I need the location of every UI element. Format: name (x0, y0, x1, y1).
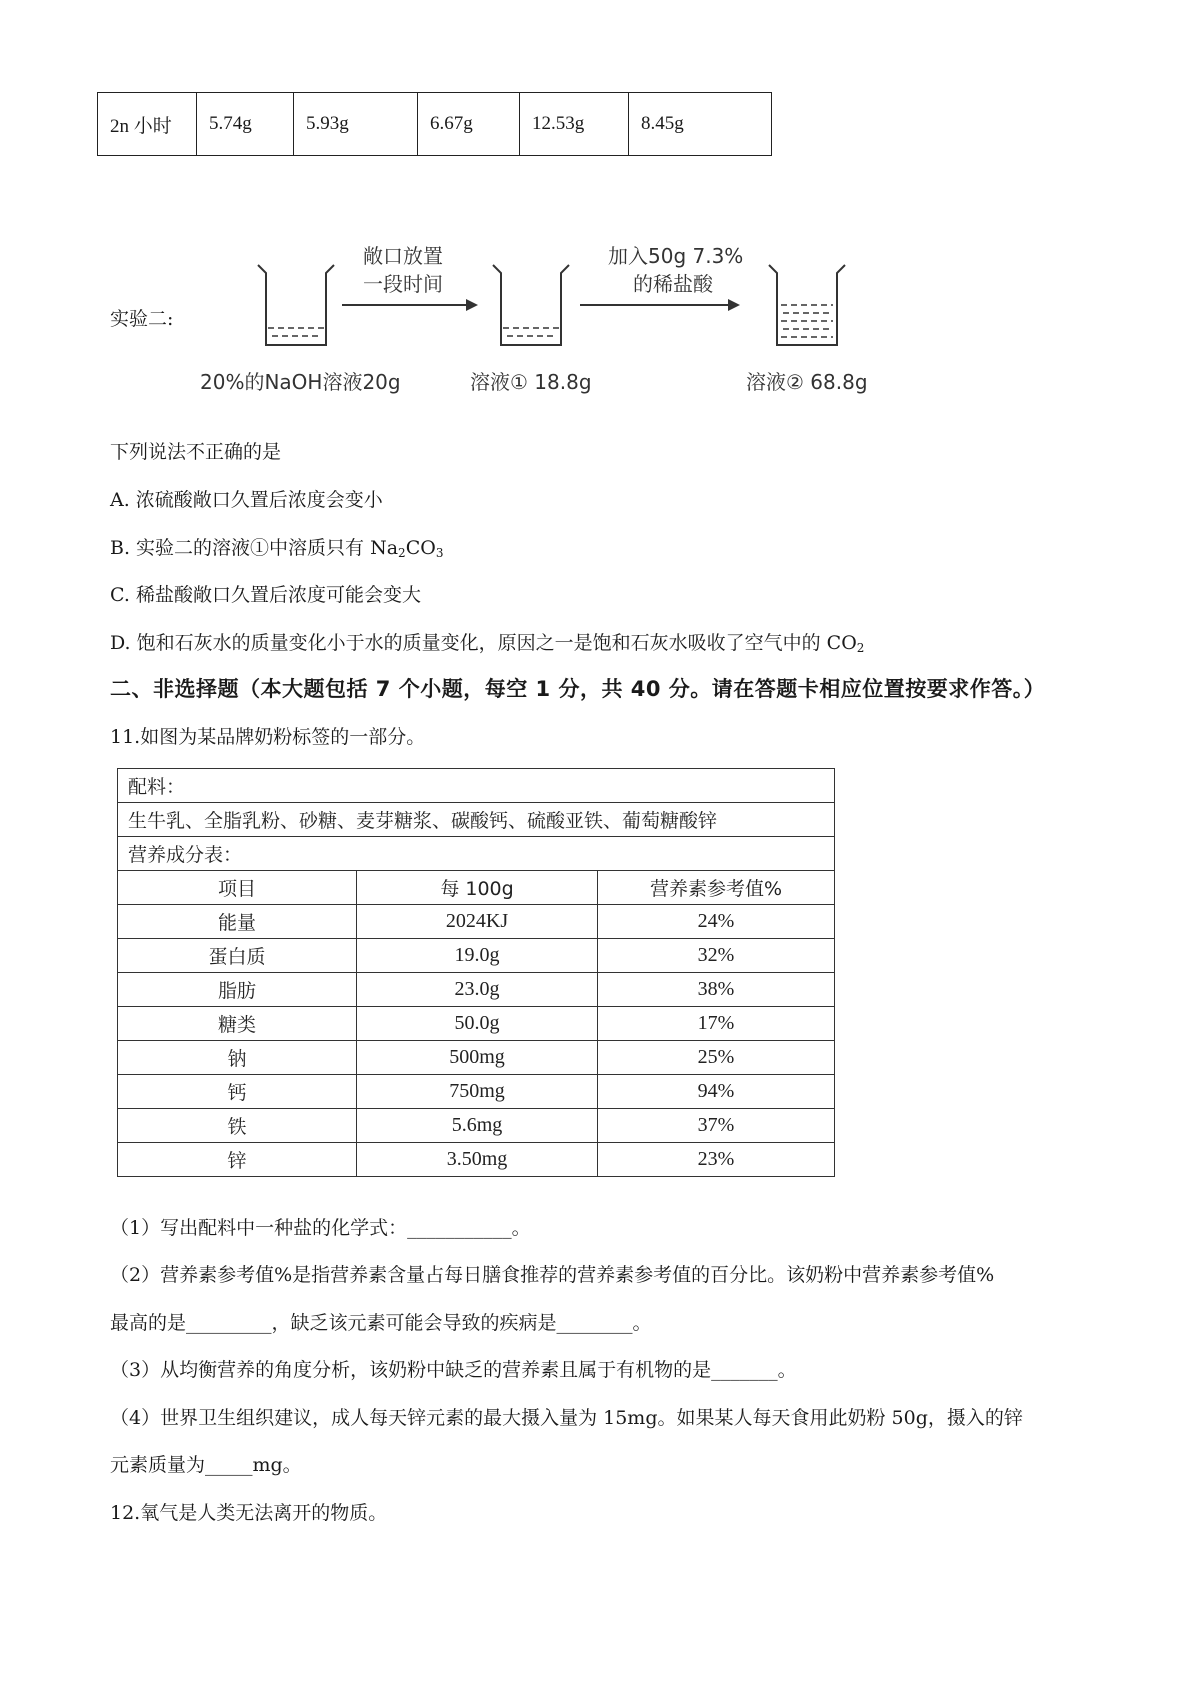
column-header: 每 100g (357, 871, 598, 905)
table-cell: 5.93g (294, 93, 418, 156)
table-row (118, 1007, 835, 1041)
ingredients-title: 配料： (118, 769, 835, 803)
beaker-3 (769, 265, 845, 345)
table-row (118, 1109, 835, 1143)
option-d: D. 饱和石灰水的质量变化小于水的质量变化，原因之一是饱和石灰水吸收了空气中的 $CO_2$ (110, 632, 865, 655)
table-cell: 12.53g (520, 93, 629, 156)
nutrient-percent: 94% (598, 1075, 835, 1109)
nutrient-percent: 25% (598, 1041, 835, 1075)
nutrient-name: 锌 (118, 1143, 357, 1177)
question-stem: 11.如图为某品牌奶粉标签的一部分。 (110, 726, 426, 748)
nutrition-title: 营养成分表： (118, 837, 835, 871)
table-row (118, 837, 835, 871)
beaker-2 (493, 265, 569, 345)
nutrient-amount: 50.0g (357, 1007, 598, 1041)
nutrient-percent: 38% (598, 973, 835, 1007)
table-row (118, 1075, 835, 1109)
beaker-3-caption: 溶液② 68.8g (746, 370, 868, 394)
table-row (118, 803, 835, 837)
nutrient-amount: 750mg (357, 1075, 598, 1109)
option-b: B. 实验二的溶液①中溶质只有 $Na_2CO_3$ (110, 537, 444, 560)
beaker-2-caption: 溶液① 18.8g (470, 370, 592, 394)
nutrient-name: 蛋白质 (118, 939, 357, 973)
arrow-1-label-top: 敞口放置 (363, 244, 443, 268)
sub-question-3: （3）从均衡营养的角度分析，该奶粉中缺乏的营养素且属于有机物的是_______。 (110, 1359, 797, 1381)
sub-question-1: （1）写出配料中一种盐的化学式：___________。 (110, 1217, 531, 1239)
arrow-2-label-bottom: 的稀盐酸 (633, 272, 713, 296)
nutrient-amount: 23.0g (357, 973, 598, 1007)
question-stem: 12.氧气是人类无法离开的物质。 (110, 1502, 388, 1524)
arrow-2 (580, 299, 740, 311)
table-row (118, 973, 835, 1007)
question-stem: 下列说法不正确的是 (110, 441, 282, 463)
nutrient-amount: 3.50mg (357, 1143, 598, 1177)
nutrient-percent: 17% (598, 1007, 835, 1041)
nutrient-amount: 5.6mg (357, 1109, 598, 1143)
table-row (118, 939, 835, 973)
section-heading: 二、非选择题（本大题包括 7 个小题，每空 1 分，共 40 分。请在答题卡相应位置按要求作答。） (110, 677, 1046, 701)
table-row (118, 1143, 835, 1177)
option-a: A. 浓硫酸敞口久置后浓度会变小 (110, 489, 383, 511)
nutrient-percent: 37% (598, 1109, 835, 1143)
option-c: C. 稀盐酸敞口久置后浓度可能会变大 (110, 584, 421, 606)
beaker-1-caption: 20%的NaOH溶液20g (200, 370, 401, 394)
data-table (97, 92, 772, 156)
nutrient-name: 脂肪 (118, 973, 357, 1007)
sub-question-2-line-2: 最高的是_________，缺乏该元素可能会导致的疾病是________。 (110, 1312, 652, 1334)
nutrition-label-table (117, 768, 835, 1177)
table-row (118, 769, 835, 803)
nutrient-name: 钙 (118, 1075, 357, 1109)
ingredients-list: 生牛乳、全脂乳粉、砂糖、麦芽糖浆、碳酸钙、硫酸亚铁、葡萄糖酸锌 (118, 803, 835, 837)
nutrient-name: 铁 (118, 1109, 357, 1143)
sub-question-4-line-2: 元素质量为_____mg。 (110, 1454, 302, 1476)
table-row (118, 1041, 835, 1075)
experiment2-label: 实验二: (110, 308, 174, 330)
table-row (118, 905, 835, 939)
nutrient-amount: 2024KJ (357, 905, 598, 939)
column-header: 项目 (118, 871, 357, 905)
nutrient-amount: 500mg (357, 1041, 598, 1075)
nutrient-percent: 24% (598, 905, 835, 939)
nutrient-amount: 19.0g (357, 939, 598, 973)
table-cell: 8.45g (629, 93, 772, 156)
table-cell: 2n 小时 (98, 93, 197, 156)
arrow-1 (342, 299, 478, 311)
arrow-1-label-bottom: 一段时间 (363, 272, 443, 296)
table-cell: 5.74g (197, 93, 294, 156)
arrow-2-label-top: 加入50g 7.3% (608, 244, 744, 268)
sub-question-4-line-1: （4）世界卫生组织建议，成人每天锌元素的最大摄入量为 15mg。如果某人每天食用此奶粉 50g，摄入的锌 (110, 1407, 1023, 1429)
table-header-row (118, 871, 835, 905)
nutrient-name: 能量 (118, 905, 357, 939)
nutrient-name: 钠 (118, 1041, 357, 1075)
column-header: 营养素参考值% (598, 871, 835, 905)
beaker-1 (258, 265, 334, 345)
nutrient-percent: 32% (598, 939, 835, 973)
table-row (98, 93, 772, 156)
table-cell: 6.67g (418, 93, 520, 156)
experiment2-diagram (180, 225, 900, 360)
nutrient-percent: 23% (598, 1143, 835, 1177)
nutrient-name: 糖类 (118, 1007, 357, 1041)
sub-question-2-line-1: （2）营养素参考值%是指营养素含量占每日膳食推荐的营养素参考值的百分比。该奶粉中营养素参考值% (110, 1264, 995, 1286)
